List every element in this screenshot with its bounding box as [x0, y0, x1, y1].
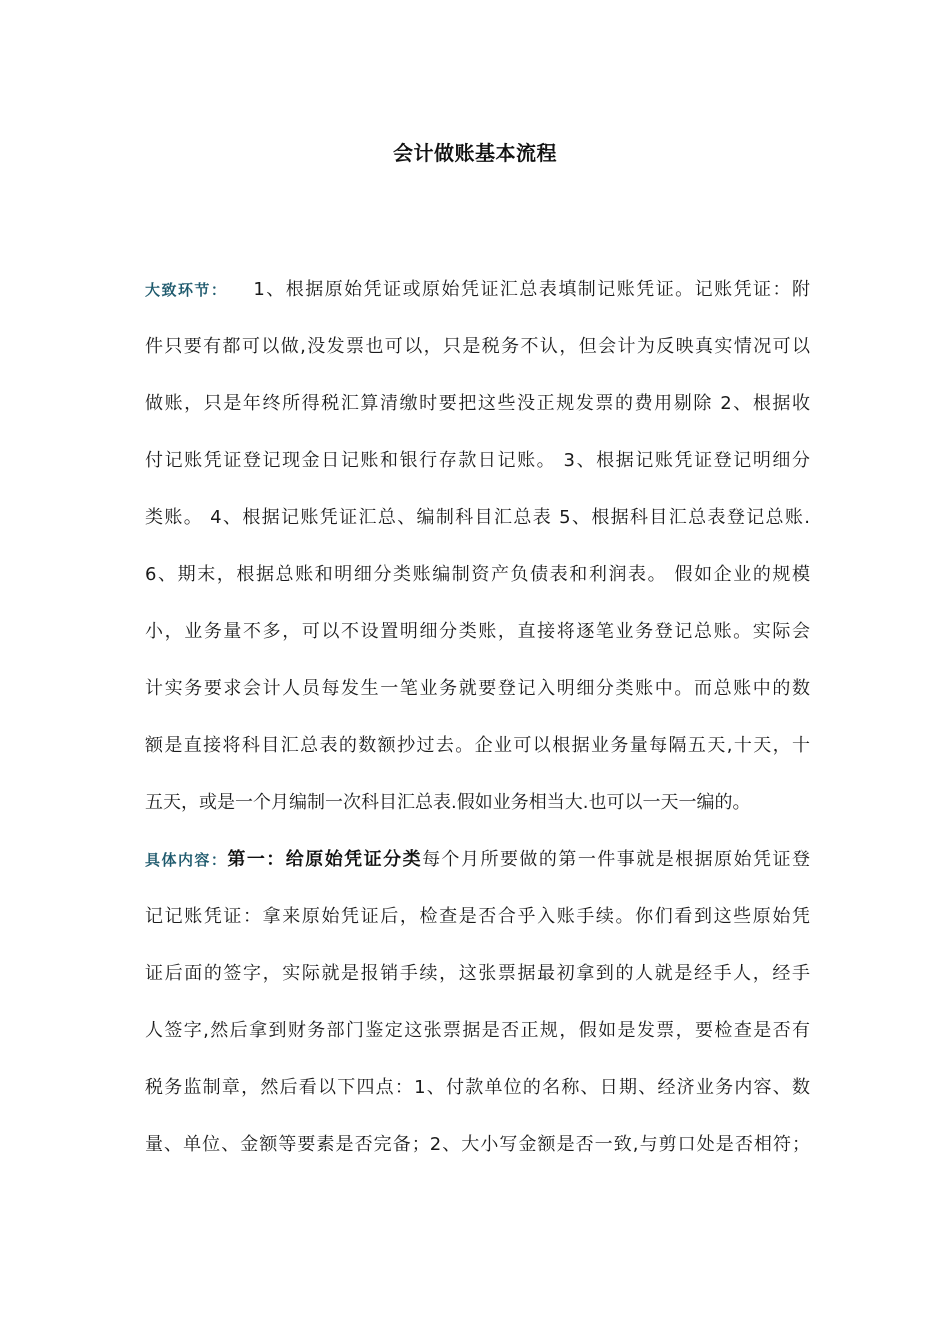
section2-line-2: 记记账凭证：拿来原始凭证后，检查是否合乎入账手续。你们看到这些原始凭: [145, 906, 810, 927]
section2-line-6: 量、单位、金额等要素是否完备；2、大小写金额是否一致,与剪口处是否相符；: [145, 1134, 810, 1155]
section2-line-5: 税务监制章，然后看以下四点：1、付款单位的名称、日期、经济业务内容、数: [145, 1077, 810, 1098]
section1-line-8: 计实务要求会计人员每发生一笔业务就要登记入明细分类账中。而总账中的数: [145, 678, 810, 699]
section2-line-1: [145, 846, 810, 874]
section2-line-4: 人签字,然后拿到财务部门鉴定这张票据是否正规，假如是发票，要检查是否有: [145, 1020, 810, 1041]
section1-line-9: 额是直接将科目汇总表的数额抄过去。企业可以根据业务量每隔五天,十天，十: [145, 735, 810, 756]
document-title: 会计做账基本流程: [393, 141, 557, 165]
section1-line-3: 做账，只是年终所得税汇算清缴时要把这些没正规发票的费用剔除 2、根据收: [145, 393, 810, 414]
section1-line-6: 6、期末，根据总账和明细分类账编制资产负债表和利润表。 假如企业的规模: [145, 564, 810, 585]
section1-line-10: 五天，或是一个月编制一次科目汇总表.假如业务相当大.也可以一天一编的。: [145, 792, 751, 813]
section2-label: 具体内容：: [145, 851, 228, 869]
section1-line-5: 类账。 4、根据记账凭证汇总、编制科目汇总表 5、根据科目汇总表登记总账.: [145, 507, 810, 528]
section1-label: 大致环节：: [145, 281, 228, 299]
section1-line-2: 件只要有都可以做,没发票也可以，只是税务不认，但会计为反映真实情况可以: [145, 336, 810, 357]
section1-text: 1、根据原始凭证或原始凭证汇总表填制记账凭证。记账凭证：附: [253, 279, 810, 300]
section2-heading: 第一：给原始凭证分类: [227, 849, 423, 870]
section1-line-1: [145, 276, 810, 304]
section1-line-7: 小，业务量不多，可以不设置明细分类账，直接将逐笔业务登记总账。实际会: [145, 621, 810, 642]
section2-text: 每个月所要做的第一件事就是根据原始凭证登: [422, 849, 810, 870]
section1-line-4: 付记账凭证登记现金日记账和银行存款日记账。 3、根据记账凭证登记明细分: [145, 450, 810, 471]
section2-line-3: 证后面的签字，实际就是报销手续，这张票据最初拿到的人就是经手人，经手: [145, 963, 810, 984]
